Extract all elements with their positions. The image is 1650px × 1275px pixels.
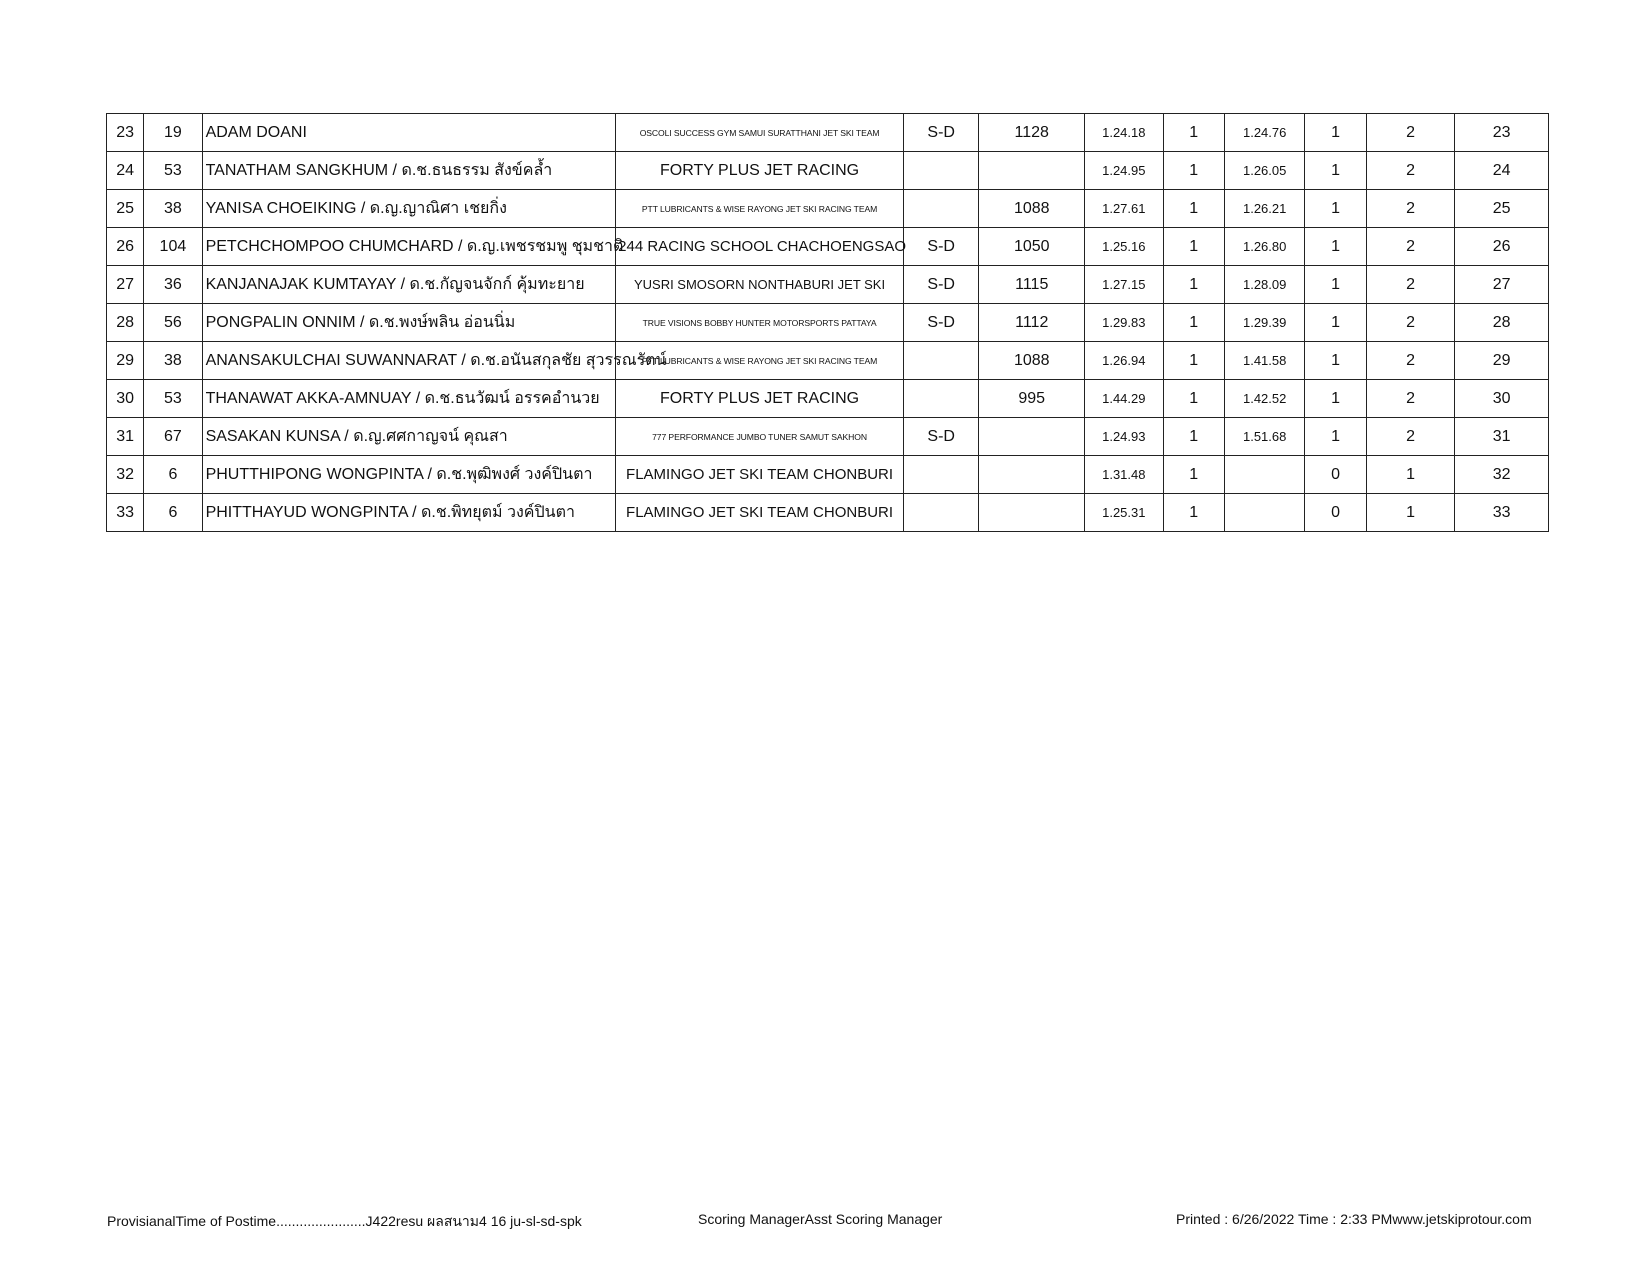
cell-moto2-time: 1.26.80 bbox=[1224, 228, 1305, 266]
cell-moto1-time: 1.24.93 bbox=[1085, 418, 1163, 456]
cell-moto2-laps: 1 bbox=[1305, 342, 1366, 380]
cell-moto2-laps: 1 bbox=[1305, 380, 1366, 418]
cell-result: 28 bbox=[1455, 304, 1549, 342]
cell-rider-name: KANJANAJAK KUMTAYAY / ด.ช.กัญจนจักก์ คุ้มทะยาย bbox=[202, 266, 616, 304]
cell-class: S-D bbox=[903, 114, 978, 152]
cell-moto2-time: 1.26.21 bbox=[1224, 190, 1305, 228]
cell-total-laps: 2 bbox=[1366, 228, 1455, 266]
cell-rider-name: ANANSAKULCHAI SUWANNARAT / ด.ช.อนันสกุลชัย สุวรรณรัตน์ bbox=[202, 342, 616, 380]
cell-class: S-D bbox=[903, 228, 978, 266]
cell-result: 33 bbox=[1455, 494, 1549, 532]
cell-moto1-time: 1.25.16 bbox=[1085, 228, 1163, 266]
cell-moto2-laps: 1 bbox=[1305, 190, 1366, 228]
cell-moto1-laps: 1 bbox=[1163, 266, 1224, 304]
cell-points bbox=[979, 418, 1085, 456]
cell-moto1-time: 1.24.18 bbox=[1085, 114, 1163, 152]
cell-rider-name: THANAWAT AKKA-AMNUAY / ด.ช.ธนวัฒน์ อรรคอำนวย bbox=[202, 380, 616, 418]
cell-moto1-time: 1.24.95 bbox=[1085, 152, 1163, 190]
cell-rider-name: TANATHAM SANGKHUM / ด.ช.ธนธรรม สังข์คล้ำ bbox=[202, 152, 616, 190]
cell-moto2-laps: 1 bbox=[1305, 266, 1366, 304]
cell-rider-name: PONGPALIN ONNIM / ด.ช.พงษ์พลิน อ่อนนิ่ม bbox=[202, 304, 616, 342]
cell-moto1-laps: 1 bbox=[1163, 456, 1224, 494]
cell-moto1-laps: 1 bbox=[1163, 228, 1224, 266]
cell-moto1-laps: 1 bbox=[1163, 418, 1224, 456]
footer-signatures: Scoring ManagerAsst Scoring Manager bbox=[698, 1211, 943, 1227]
cell-result: 30 bbox=[1455, 380, 1549, 418]
cell-position: 33 bbox=[107, 494, 144, 532]
cell-moto2-laps: 1 bbox=[1305, 114, 1366, 152]
cell-moto1-time: 1.27.15 bbox=[1085, 266, 1163, 304]
cell-total-laps: 2 bbox=[1366, 304, 1455, 342]
cell-moto1-laps: 1 bbox=[1163, 114, 1224, 152]
table-row bbox=[107, 342, 1549, 380]
cell-moto1-time: 1.29.83 bbox=[1085, 304, 1163, 342]
results-table bbox=[106, 113, 1549, 532]
cell-moto2-laps: 0 bbox=[1305, 456, 1366, 494]
cell-result: 23 bbox=[1455, 114, 1549, 152]
cell-number: 6 bbox=[144, 456, 202, 494]
cell-result: 27 bbox=[1455, 266, 1549, 304]
cell-number: 6 bbox=[144, 494, 202, 532]
cell-number: 53 bbox=[144, 380, 202, 418]
cell-number: 67 bbox=[144, 418, 202, 456]
cell-number: 38 bbox=[144, 190, 202, 228]
cell-result: 32 bbox=[1455, 456, 1549, 494]
cell-moto1-laps: 1 bbox=[1163, 342, 1224, 380]
cell-points: 1088 bbox=[979, 190, 1085, 228]
cell-total-laps: 2 bbox=[1366, 152, 1455, 190]
cell-rider-name: PETCHCHOMPOO CHUMCHARD / ด.ญ.เพชรชมพู ชุมชาติ bbox=[202, 228, 616, 266]
cell-result: 31 bbox=[1455, 418, 1549, 456]
table-row bbox=[107, 494, 1549, 532]
cell-position: 26 bbox=[107, 228, 144, 266]
table-row bbox=[107, 418, 1549, 456]
footer-printed-info: Printed : 6/26/2022 Time : 2:33 PMwww.jetskiprotour.com bbox=[1176, 1211, 1532, 1227]
cell-class bbox=[903, 380, 978, 418]
cell-position: 24 bbox=[107, 152, 144, 190]
cell-team: TRUE VISIONS BOBBY HUNTER MOTORSPORTS PATTAYA bbox=[616, 304, 904, 342]
cell-moto2-laps: 1 bbox=[1305, 418, 1366, 456]
cell-moto1-time: 1.26.94 bbox=[1085, 342, 1163, 380]
cell-moto2-time: 1.42.52 bbox=[1224, 380, 1305, 418]
cell-moto1-time: 1.27.61 bbox=[1085, 190, 1163, 228]
cell-team: OSCOLI SUCCESS GYM SAMUI SURATTHANI JET SKI TEAM bbox=[616, 114, 904, 152]
cell-moto1-time: 1.44.29 bbox=[1085, 380, 1163, 418]
cell-total-laps: 2 bbox=[1366, 380, 1455, 418]
cell-moto2-time: 1.41.58 bbox=[1224, 342, 1305, 380]
cell-moto2-time bbox=[1224, 494, 1305, 532]
footer-file-info: ProvisianalTime of Postime.......................J422resu ผลสนาม4 16 ju-sl-sd-spk bbox=[107, 1213, 582, 1229]
cell-team: YUSRI SMOSORN NONTHABURI JET SKI bbox=[616, 266, 904, 304]
cell-moto2-time: 1.26.05 bbox=[1224, 152, 1305, 190]
cell-moto1-laps: 1 bbox=[1163, 190, 1224, 228]
cell-result: 24 bbox=[1455, 152, 1549, 190]
cell-moto2-laps: 1 bbox=[1305, 152, 1366, 190]
cell-total-laps: 2 bbox=[1366, 190, 1455, 228]
cell-team: FLAMINGO JET SKI TEAM CHONBURI bbox=[616, 456, 904, 494]
cell-team: FORTY PLUS JET RACING bbox=[616, 380, 904, 418]
cell-points: 995 bbox=[979, 380, 1085, 418]
cell-points bbox=[979, 152, 1085, 190]
cell-result: 26 bbox=[1455, 228, 1549, 266]
cell-team: PTT LUBRICANTS & WISE RAYONG JET SKI RACING TEAM bbox=[616, 190, 904, 228]
cell-team: 244 RACING SCHOOL CHACHOENGSAO bbox=[616, 228, 904, 266]
cell-moto1-laps: 1 bbox=[1163, 380, 1224, 418]
cell-moto2-laps: 0 bbox=[1305, 494, 1366, 532]
cell-position: 32 bbox=[107, 456, 144, 494]
cell-number: 38 bbox=[144, 342, 202, 380]
cell-total-laps: 1 bbox=[1366, 494, 1455, 532]
cell-position: 27 bbox=[107, 266, 144, 304]
cell-class bbox=[903, 494, 978, 532]
cell-total-laps: 2 bbox=[1366, 114, 1455, 152]
cell-moto2-time: 1.28.09 bbox=[1224, 266, 1305, 304]
table-row bbox=[107, 228, 1549, 266]
cell-class bbox=[903, 152, 978, 190]
cell-points: 1112 bbox=[979, 304, 1085, 342]
cell-rider-name: SASAKAN KUNSA / ด.ญ.ศศกาญจน์ คุณสา bbox=[202, 418, 616, 456]
cell-position: 28 bbox=[107, 304, 144, 342]
cell-moto1-time: 1.31.48 bbox=[1085, 456, 1163, 494]
cell-moto1-time: 1.25.31 bbox=[1085, 494, 1163, 532]
cell-rider-name: PHUTTHIPONG WONGPINTA / ด.ช.พุฒิพงศ์ วงค์ปินตา bbox=[202, 456, 616, 494]
cell-number: 36 bbox=[144, 266, 202, 304]
cell-moto2-time bbox=[1224, 456, 1305, 494]
cell-total-laps: 1 bbox=[1366, 456, 1455, 494]
cell-position: 23 bbox=[107, 114, 144, 152]
cell-total-laps: 2 bbox=[1366, 418, 1455, 456]
cell-rider-name: ADAM DOANI bbox=[202, 114, 616, 152]
cell-points bbox=[979, 494, 1085, 532]
cell-class: S-D bbox=[903, 418, 978, 456]
cell-number: 56 bbox=[144, 304, 202, 342]
cell-points: 1128 bbox=[979, 114, 1085, 152]
cell-moto2-time: 1.51.68 bbox=[1224, 418, 1305, 456]
cell-team: FLAMINGO JET SKI TEAM CHONBURI bbox=[616, 494, 904, 532]
cell-points bbox=[979, 456, 1085, 494]
table-row bbox=[107, 304, 1549, 342]
table-row bbox=[107, 456, 1549, 494]
cell-position: 25 bbox=[107, 190, 144, 228]
cell-total-laps: 2 bbox=[1366, 342, 1455, 380]
cell-class bbox=[903, 342, 978, 380]
cell-position: 30 bbox=[107, 380, 144, 418]
cell-number: 19 bbox=[144, 114, 202, 152]
cell-points: 1050 bbox=[979, 228, 1085, 266]
cell-rider-name: YANISA CHOEIKING / ด.ญ.ญาณิศา เชยกิ่ง bbox=[202, 190, 616, 228]
cell-class: S-D bbox=[903, 304, 978, 342]
table-row bbox=[107, 380, 1549, 418]
cell-result: 25 bbox=[1455, 190, 1549, 228]
cell-moto1-laps: 1 bbox=[1163, 152, 1224, 190]
cell-points: 1088 bbox=[979, 342, 1085, 380]
cell-moto2-time: 1.24.76 bbox=[1224, 114, 1305, 152]
cell-position: 29 bbox=[107, 342, 144, 380]
cell-result: 29 bbox=[1455, 342, 1549, 380]
table-row bbox=[107, 266, 1549, 304]
cell-class bbox=[903, 456, 978, 494]
cell-rider-name: PHITTHAYUD WONGPINTA / ด.ช.พิทยุตม์ วงค์ปินตา bbox=[202, 494, 616, 532]
cell-total-laps: 2 bbox=[1366, 266, 1455, 304]
cell-number: 53 bbox=[144, 152, 202, 190]
table-row bbox=[107, 152, 1549, 190]
cell-number: 104 bbox=[144, 228, 202, 266]
table-row bbox=[107, 190, 1549, 228]
table-row bbox=[107, 114, 1549, 152]
cell-team: 777 PERFORMANCE JUMBO TUNER SAMUT SAKHON bbox=[616, 418, 904, 456]
results-body bbox=[107, 114, 1549, 532]
cell-moto1-laps: 1 bbox=[1163, 494, 1224, 532]
cell-team: FORTY PLUS JET RACING bbox=[616, 152, 904, 190]
cell-team: PTT LUBRICANTS & WISE RAYONG JET SKI RACING TEAM bbox=[616, 342, 904, 380]
cell-moto2-time: 1.29.39 bbox=[1224, 304, 1305, 342]
cell-moto2-laps: 1 bbox=[1305, 228, 1366, 266]
cell-moto2-laps: 1 bbox=[1305, 304, 1366, 342]
cell-points: 1115 bbox=[979, 266, 1085, 304]
cell-position: 31 bbox=[107, 418, 144, 456]
cell-class: S-D bbox=[903, 266, 978, 304]
cell-class bbox=[903, 190, 978, 228]
cell-moto1-laps: 1 bbox=[1163, 304, 1224, 342]
